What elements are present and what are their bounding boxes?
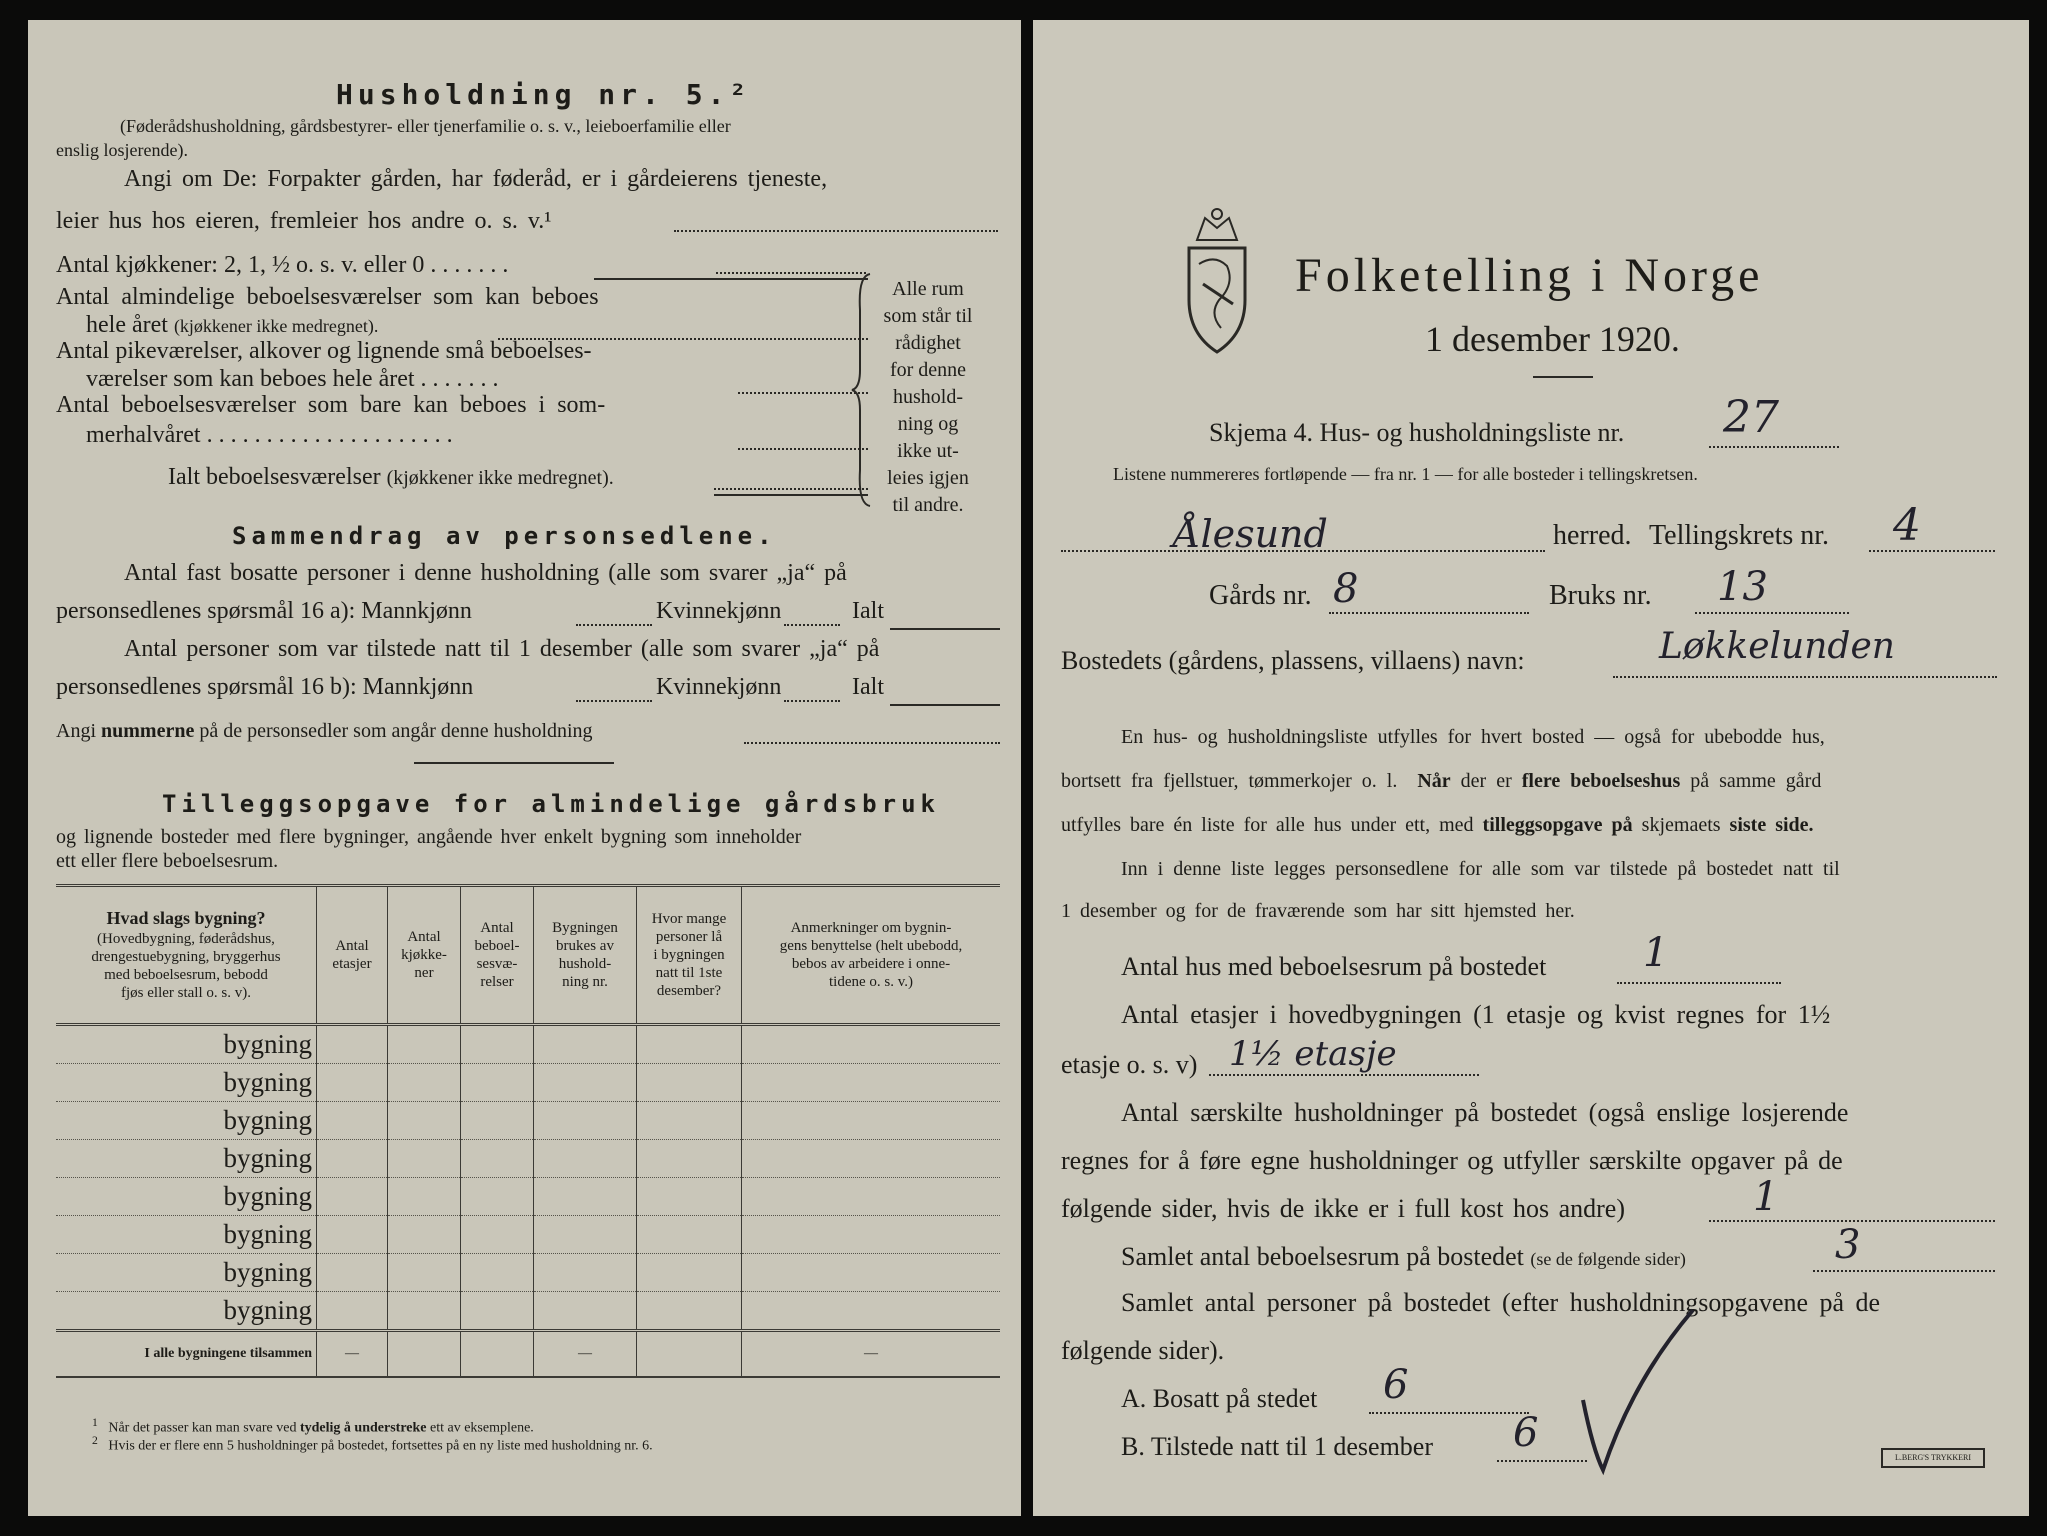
place-name-label: Bostedets (gårdens, plassens, villaens) navn:	[1061, 646, 1525, 675]
census-title: Folketelling i Norge	[1295, 249, 1764, 302]
rooms-regular-label: Antal almindelige beboelsesværelser som kan beboes	[56, 284, 599, 310]
table-row[interactable]	[56, 1178, 1000, 1216]
place-name-line	[1613, 676, 1997, 678]
building-cell: bygning	[56, 1064, 317, 1102]
kitchens-label: Antal kjøkkener: 2, 1, ½ o. s. v. eller 0 . . . . . . .	[56, 252, 509, 278]
building-cell: bygning	[56, 1102, 317, 1140]
schema-number-line	[1709, 446, 1839, 448]
total-used-dash: —	[534, 1331, 637, 1378]
col-used-by: Bygningen brukes av hushold- ning nr.	[534, 886, 637, 1025]
summary-a-line2: personsedlenes spørsmål 16 a): Mannkjønn	[56, 598, 472, 624]
resident-question: A. Bosatt på stedet	[1121, 1384, 1318, 1413]
farm-number-line	[1329, 612, 1529, 614]
summary-a-total-label: Ialt	[852, 598, 884, 624]
rooms-answer-line	[1813, 1270, 1995, 1272]
district-number[interactable]: 4	[1893, 500, 1921, 551]
col-persons: Hvor mange personer lå i bygningen natt til 1ste desember?	[637, 886, 742, 1025]
col-remarks: Anmerkninger om bygnin- gens benyttelse (helt ubebodd, bebos av arbeidere i onne- tidene o. s. v.)	[742, 886, 1001, 1025]
summary-b-female-field[interactable]	[784, 700, 840, 702]
total-floors-dash: —	[317, 1331, 388, 1378]
households-answer[interactable]: 1	[1753, 1174, 1779, 1220]
farm-number[interactable]: 8	[1333, 566, 1359, 612]
title-divider	[1533, 376, 1593, 378]
floors-answer-line	[1209, 1074, 1479, 1076]
summary-b-total-label: Ialt	[852, 674, 884, 700]
left-page	[28, 20, 1021, 1516]
present-answer[interactable]: 6	[1513, 1410, 1539, 1456]
rooms-question: Samlet antal beboelsesrum på bostedet (se de følgende sider)	[1121, 1242, 1686, 1271]
coat-of-arms-icon	[1175, 204, 1259, 356]
col-floors: Antal etasjer	[317, 886, 388, 1025]
farm-subtitle: og lignende bosteder med flere bygninger, angående hver enkelt bygning som inneholder	[56, 826, 802, 848]
present-question: B. Tilstede natt til 1 desember	[1121, 1432, 1433, 1461]
summary-a-female-field[interactable]	[784, 624, 840, 626]
buildings-table-header	[56, 886, 1000, 1025]
resident-answer[interactable]: 6	[1383, 1362, 1409, 1408]
right-page	[1033, 20, 2029, 1516]
place-name-value[interactable]: Løkkelunden	[1659, 626, 1895, 667]
summary-b-total-field[interactable]	[890, 704, 1000, 706]
total-rooms-answer-line[interactable]	[714, 488, 868, 490]
building-cell: bygning	[56, 1140, 317, 1178]
table-row[interactable]	[56, 1292, 1000, 1331]
building-cell: bygning	[56, 1292, 317, 1331]
tenure-answer-line[interactable]	[674, 230, 998, 232]
summary-b-line1: Antal personer som var tilstede natt til 1 desember (alle som svarer „ja“ på	[124, 636, 880, 662]
houses-answer[interactable]: 1	[1643, 930, 1669, 976]
table-row[interactable]	[56, 1216, 1000, 1254]
census-date: 1 desember 1920.	[1425, 319, 1680, 359]
total-rooms-label: Ialt beboelsesværelser (kjøkkener ikke medregnet).	[168, 464, 614, 490]
summary-a-male-field[interactable]	[576, 624, 652, 626]
persons-question-2: følgende sider).	[1061, 1336, 1225, 1365]
col-kitchens: Antal kjøkke- ner	[388, 886, 461, 1025]
table-row[interactable]	[56, 1140, 1000, 1178]
ask-tenure-line2: leier hus hos eieren, fremleier hos andre o. s. v.¹	[56, 208, 552, 234]
household-subtitle-2: enslig losjerende).	[56, 140, 188, 160]
numbers-label: Angi nummerne på de personsedler som angår denne husholdning	[56, 720, 593, 742]
farm-subtitle-2: ett eller flere beboelsesrum.	[56, 850, 279, 872]
total-rooms-underline	[714, 494, 868, 496]
herred-label: herred.	[1553, 520, 1632, 551]
instruction-2-line2: 1 desember og for de fraværende som har sitt hjemsted her.	[1061, 900, 1575, 922]
side-note: Alle rum som står til rådighet for denne hushold- ning og ikke ut- leies igjen til andre.	[883, 278, 973, 516]
kitchens-answer-line[interactable]	[716, 272, 866, 274]
rooms-summer-label-2: merhalvåret . . . . . . . . . . . . . . . . . . . . .	[86, 422, 453, 448]
bruk-number-line	[1695, 612, 1849, 614]
municipality-value[interactable]: Ålesund	[1173, 512, 1328, 556]
rooms-small-label: Antal pikeværelser, alkover og lignende små beboelses-	[56, 338, 592, 364]
resident-answer-line	[1369, 1412, 1529, 1414]
total-row	[56, 1331, 1000, 1378]
household-subtitle: (Føderådshusholdning, gårdsbestyrer- eller tjenerfamilie o. s. v., leieboerfamilie eller	[120, 116, 731, 136]
building-cell: bygning	[56, 1025, 317, 1064]
floors-answer[interactable]: 1½ etasje	[1229, 1034, 1397, 1074]
ask-tenure-line1: Angi om De: Forpakter gården, har føderåd, er i gårdeierens tjeneste,	[124, 166, 828, 192]
rooms-answer[interactable]: 3	[1835, 1222, 1861, 1268]
summary-b-female-label: Kvinnekjønn	[656, 674, 782, 700]
checkmark-icon	[1563, 1300, 1703, 1480]
farm-number-label: Gårds nr.	[1209, 580, 1312, 611]
rooms-regular-label-2: hele året (kjøkkener ikke medregnet).	[86, 312, 379, 338]
building-cell: bygning	[56, 1216, 317, 1254]
schema-label: Skjema 4. Hus- og husholdningsliste nr.	[1209, 418, 1625, 447]
footnote-2: $^2$ Hvis der er flere enn 5 husholdninger på bostedet, fortsettes på en ny liste med husholdning nr. 6.	[92, 1434, 653, 1454]
col-rooms: Antal beboel- sesvæ- relser	[461, 886, 534, 1025]
household-title: Husholdning nr. 5.²	[336, 78, 752, 111]
summary-a-line1: Antal fast bosatte personer i denne husholdning (alle som svarer „ja“ på	[124, 560, 847, 586]
summary-b-male-field[interactable]	[576, 700, 652, 702]
summary-b-line2: personsedlenes spørsmål 16 b): Mannkjønn	[56, 674, 474, 700]
table-row[interactable]	[56, 1102, 1000, 1140]
table-row[interactable]	[56, 1025, 1000, 1064]
schema-number[interactable]: 27	[1723, 392, 1779, 443]
numbers-answer-line[interactable]	[744, 742, 1000, 744]
col-building-kind: Hvad slags bygning? (Hovedbygning, føderådshus, drengestuebygning, bryggerhus med beboelsesrum, bebodd fjøs eller stall o. s. v).	[56, 886, 317, 1025]
houses-answer-line	[1617, 982, 1781, 984]
total-row-label: I alle bygningene tilsammen	[56, 1331, 317, 1378]
rooms-summer-label: Antal beboelsesværelser som bare kan beboes i som-	[56, 392, 606, 418]
households-question: Antal særskilte husholdninger på bostedet (også enslige losjerende	[1121, 1098, 1849, 1127]
floors-question: Antal etasjer i hovedbygningen (1 etasje og kvist regnes for 1½	[1121, 1000, 1831, 1029]
numbering-note: Listene nummereres fortløpende — fra nr. 1 — for alle bosteder i tellingskretsen.	[1113, 464, 1698, 484]
instruction-1-line3: utfylles bare én liste for alle hus under ett, med tilleggsopgave på skjemaets siste side.	[1061, 814, 1814, 836]
buildings-table	[56, 884, 1000, 1378]
municipality-line	[1061, 550, 1545, 552]
building-cell: bygning	[56, 1254, 317, 1292]
floors-question-2: etasje o. s. v)	[1061, 1050, 1198, 1079]
printer-stamp: L.BERG'S TRYKKERI	[1881, 1448, 1985, 1468]
section-divider	[414, 762, 614, 764]
district-label: Tellingskrets nr.	[1649, 520, 1830, 551]
summary-a-female-label: Kvinnekjønn	[656, 598, 782, 624]
rooms-small-label-2: værelser som kan beboes hele året . . . . . . .	[86, 366, 499, 392]
households-question-3: følgende sider, hvis de ikke er i full kost hos andre)	[1061, 1194, 1625, 1223]
farm-title: Tilleggsopgave for almindelige gårdsbruk	[162, 790, 940, 818]
kitchens-underline	[594, 278, 868, 280]
instruction-1-line2: bortsett fra fjellstuer, tømmerkojer o. l. Når der er flere beboelseshus på samme gård	[1061, 770, 1822, 792]
total-remarks-dash: —	[742, 1331, 1001, 1378]
district-number-line	[1869, 550, 1995, 552]
instruction-1: En hus- og husholdningsliste utfylles for hvert bosted — også for ubebodde hus,	[1121, 726, 1825, 748]
bruk-number-label: Bruks nr.	[1549, 580, 1652, 611]
table-row[interactable]	[56, 1254, 1000, 1292]
households-question-2: regnes for å føre egne husholdninger og utfyller særskilte opgaver på de	[1061, 1146, 1843, 1175]
building-cell: bygning	[56, 1178, 317, 1216]
footnote-1: $^1$ Når det passer kan man svare ved tydelig å understreke ett av eksemplene.	[92, 1416, 534, 1436]
table-row[interactable]	[56, 1064, 1000, 1102]
bruk-number[interactable]: 13	[1717, 564, 1768, 610]
houses-question: Antal hus med beboelsesrum på bostedet	[1121, 952, 1547, 981]
persons-question: Samlet antal personer på bostedet (efter husholdningsopgavene på de	[1121, 1288, 1881, 1317]
instruction-2: Inn i denne liste legges personsedlene for alle som var tilstede på bostedet natt til	[1121, 858, 1840, 880]
summary-a-total-field[interactable]	[890, 628, 1000, 630]
summary-title: Sammendrag av personsedlene.	[232, 522, 777, 550]
